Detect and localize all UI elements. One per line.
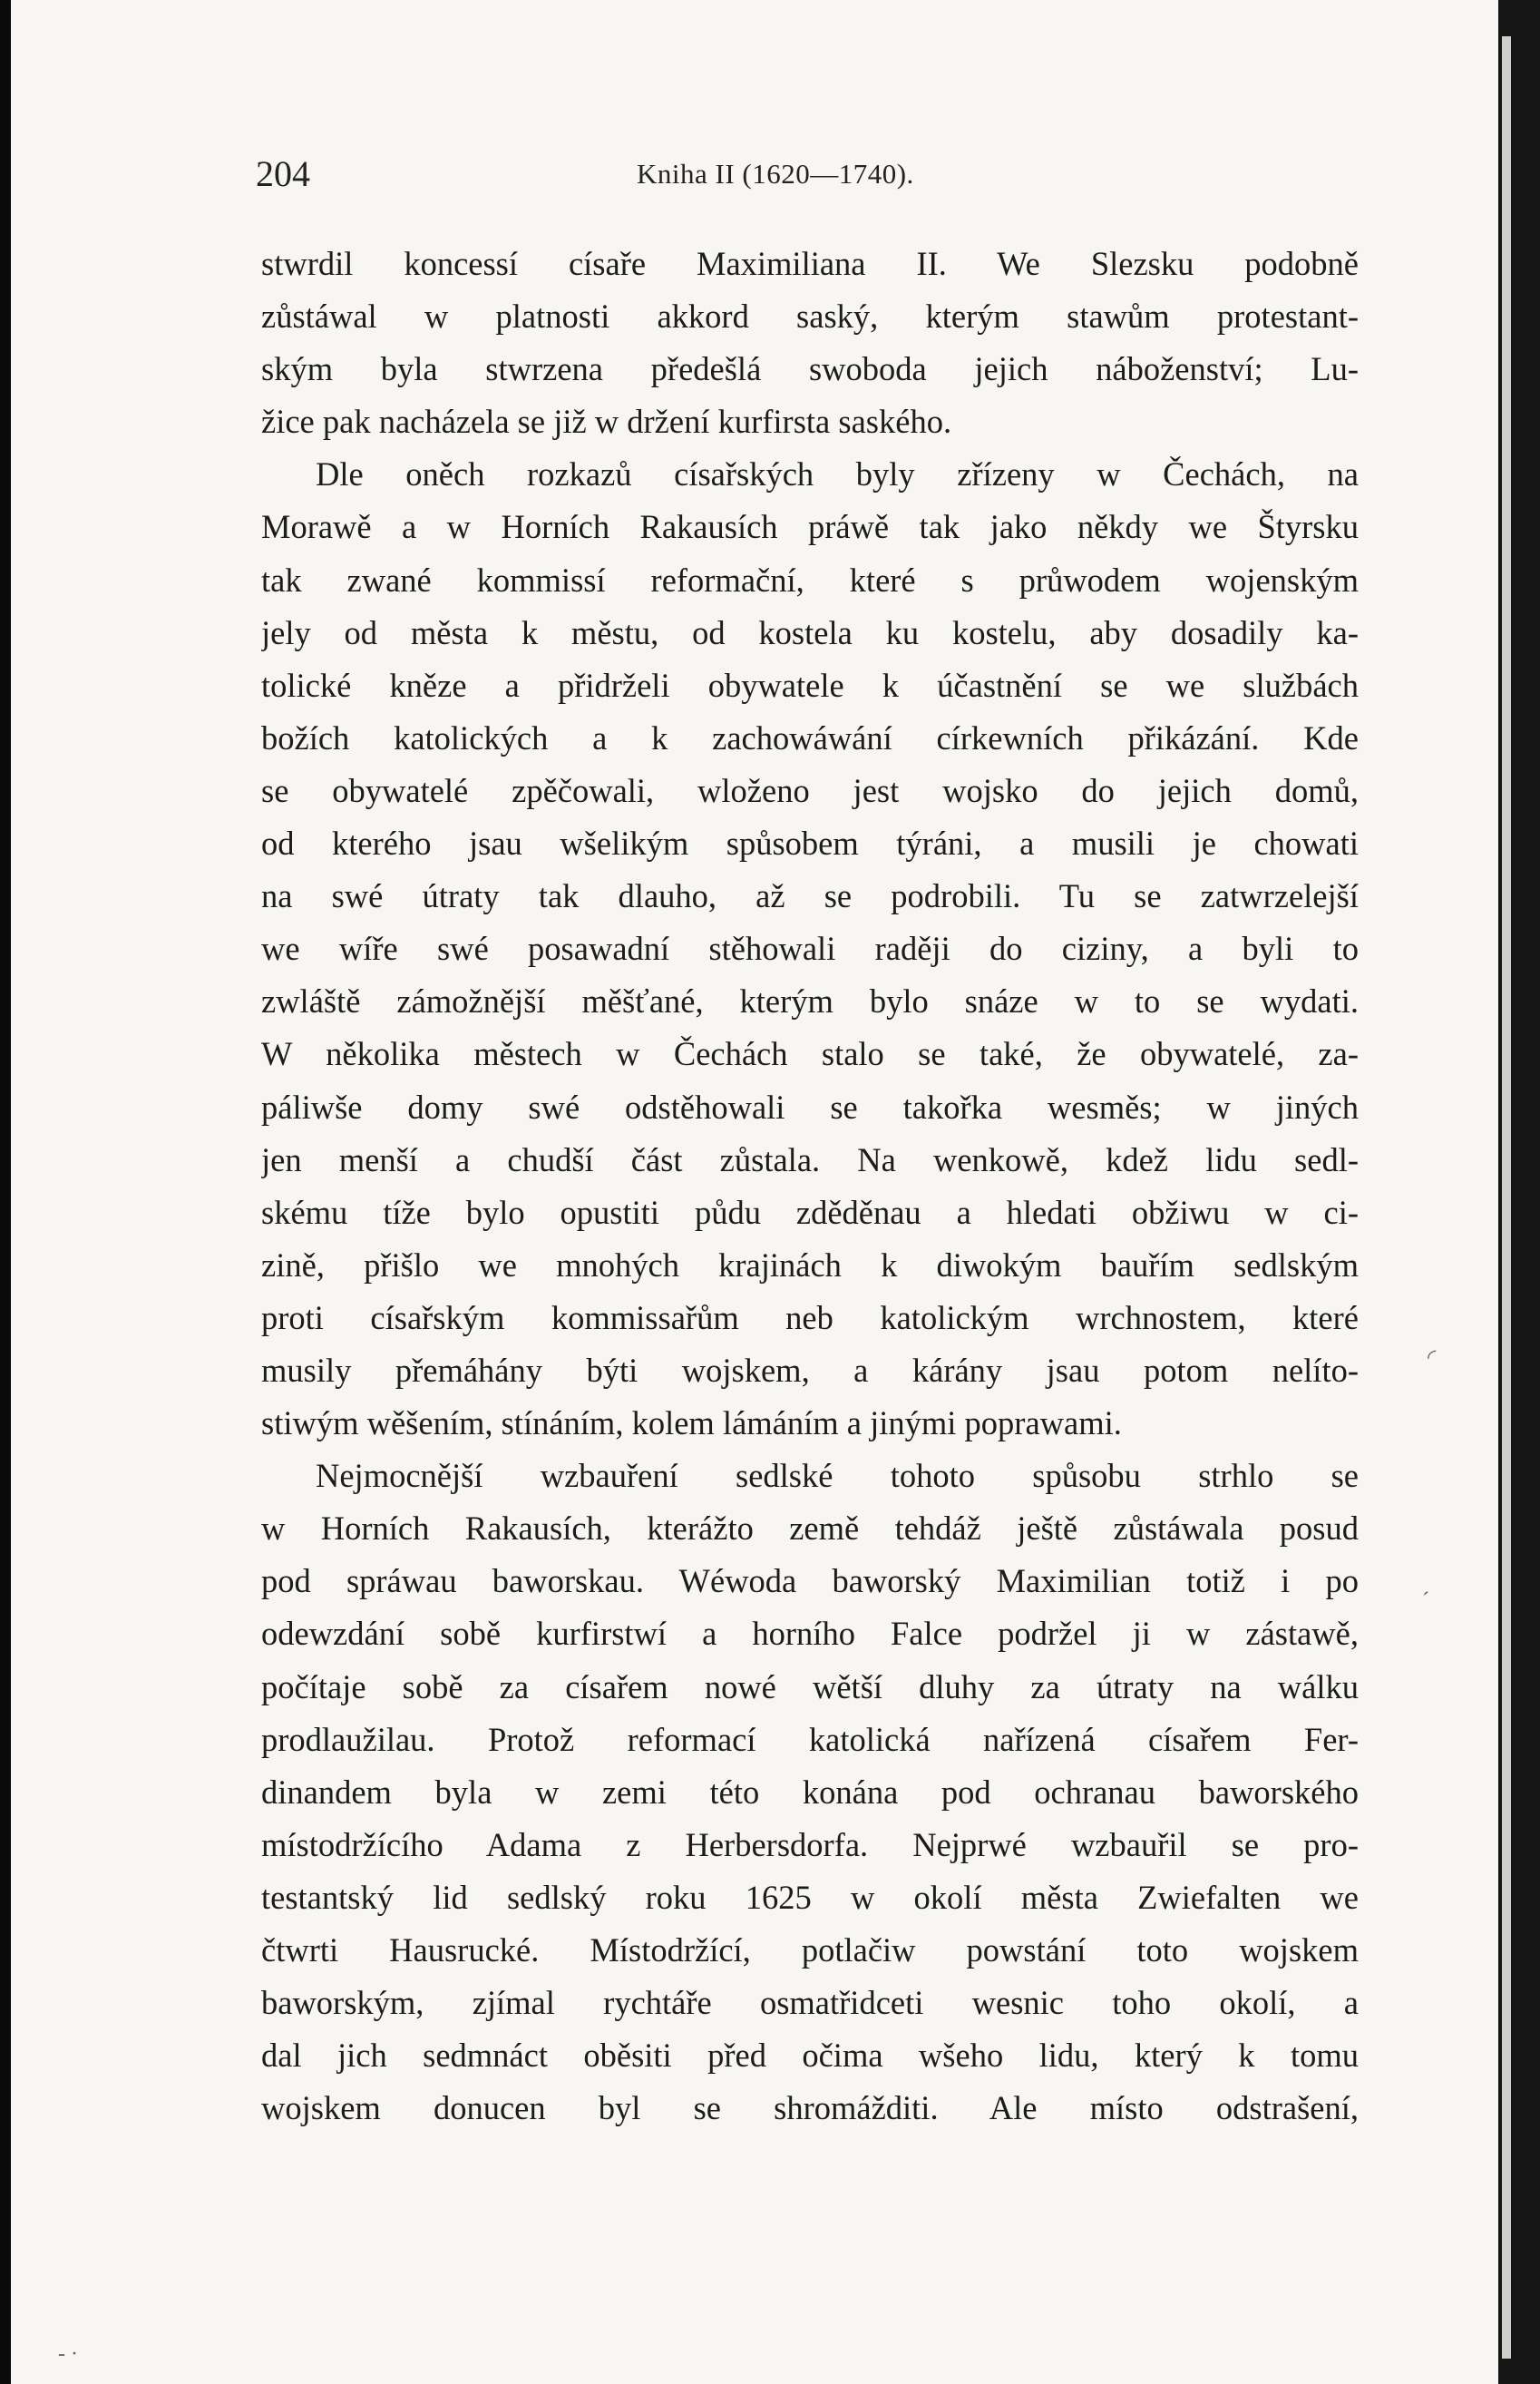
text-line: Morawě a w Horních Rakausích práwě tak jako někdy we Štyrsku [261, 508, 1359, 546]
text-line: musily přemáhány býti wojskem, a kárány jsau potom nelíto- [261, 1351, 1359, 1389]
scan-speck: ´ [1422, 1589, 1429, 1613]
document-page [11, 0, 1498, 2384]
text-line: dal jich sedmnáct oběsiti před očima wšeho lidu, který k tomu [261, 2037, 1359, 2075]
text-line: ským byla stwrzena předešlá swoboda jejich náboženství; Lu- [261, 350, 1359, 388]
text-line: pod spráwau baworskau. Wéwoda baworský Maximilian totiž i po [261, 1562, 1359, 1600]
text-line: odewzdání sobě kurfirstwí a horního Falce podržel ji w zástawě, [261, 1615, 1359, 1653]
text-line: místodržícího Adama z Herbersdorfa. Nejprwé wzbauřil se pro- [261, 1825, 1359, 1863]
text-line: zůstáwal w platnosti akkord saský, kterým stawům protestant- [261, 298, 1359, 336]
text-line: tolické kněze a přidrželi obywatele k účastnění se we službách [261, 666, 1359, 704]
text-line: tak zwané kommissí reformační, které s průwodem wojenským [261, 561, 1359, 599]
text-line: baworským, zjímal rychtáře osmatřidceti wesnic toho okolí, a [261, 1984, 1359, 2022]
text-line: stiwým wěšením, stínáním, kolem lámáním a jinými poprawami. [261, 1404, 1122, 1442]
text-line: w Horních Rakausích, kterážto země tehdáž ještě zůstáwala posud [261, 1510, 1359, 1548]
running-title: Kniha II (1620—1740). [637, 158, 914, 190]
scan-speck: - · [58, 2342, 78, 2366]
scan-speck: ◜ [1428, 1346, 1437, 1370]
text-line: žice pak nacházela se již w držení kurfirsta saského. [261, 403, 952, 441]
text-line: Nejmocnější wzbauření sedlské tohoto spůsobu strhlo se [316, 1457, 1359, 1495]
text-line: prodlaužilau. Protož reformací katolická nařízená císařem Fer- [261, 1720, 1359, 1758]
text-line: zwláště zámožnější měšťané, kterým bylo snáze w to se wydati. [261, 982, 1359, 1021]
text-line: Dle oněch rozkazů císařských byly zřízeny w Čechách, na [316, 455, 1359, 493]
text-line: božích katolických a k zachowáwání církewních přikázání. Kde [261, 718, 1359, 757]
text-line: testantský lid sedlský roku 1625 w okolí města Zwiefalten we [261, 1878, 1359, 1916]
text-line: proti císařským kommissařům neb katolickým wrchnostem, které [261, 1298, 1359, 1336]
page-header [11, 152, 1498, 207]
adjacent-page-edge [1502, 36, 1511, 2359]
text-line: skému tíže bylo opustiti půdu zděděnau a hledati obžiwu w ci- [261, 1193, 1359, 1231]
text-line: dinandem byla w zemi této konána pod ochranau baworského [261, 1773, 1359, 1811]
text-line: wojskem donucen byl se shromážditi. Ale místo odstrašení, [261, 2089, 1359, 2127]
text-line: stwrdil koncessí císaře Maximiliana II. We Slezsku podobně [261, 245, 1359, 282]
text-line: we wíře swé posawadní stěhowali raději do ciziny, a byli to [261, 930, 1359, 968]
text-line: W několika městech w Čechách stalo se také, že obywatelé, za- [261, 1035, 1359, 1073]
text-line: se obywatelé zpěčowali, wloženo jest wojsko do jejich domů, [261, 771, 1359, 809]
body-text [261, 238, 1359, 2135]
text-line: páliwše domy swé odstěhowali se takořka wesměs; w jiných [261, 1088, 1359, 1126]
page-number: 204 [256, 153, 310, 194]
text-line: čtwrti Hausrucké. Místodržící, potlačiw powstání toto wojskem [261, 1931, 1359, 1969]
text-line: na swé útraty tak dlauho, až se podrobili. Tu se zatwrzelejší [261, 877, 1359, 915]
text-line: zině, přišlo we mnohých krajinách k diwokým bauřím sedlským [261, 1246, 1359, 1284]
text-line: počítaje sobě za císařem nowé wětší dluhy za útraty na wálku [261, 1667, 1359, 1705]
text-line: od kterého jsau wšelikým spůsobem týráni, a musili je chowati [261, 825, 1359, 863]
text-line: jen menší a chudší část zůstala. Na wenkowě, kdež lidu sedl- [261, 1140, 1359, 1178]
text-line: jely od města k městu, od kostela ku kostelu, aby dosadily ka- [261, 613, 1359, 651]
